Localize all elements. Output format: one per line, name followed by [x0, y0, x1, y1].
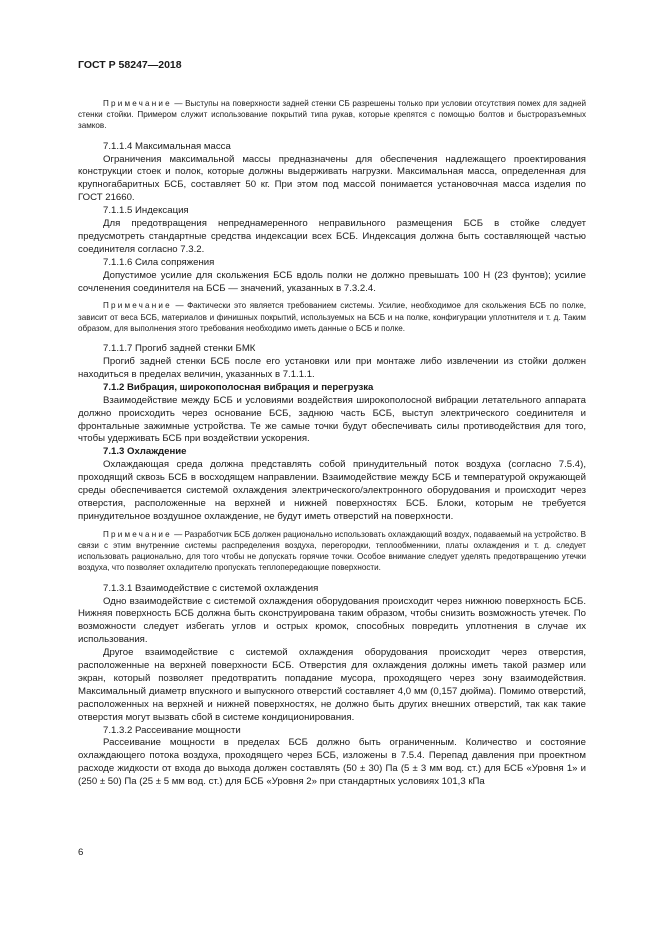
paragraph: Одно взаимодействие с системой охлаждения оборудования происходит через нижнюю поверхность БСБ. Нижняя поверхность БСБ должна быть сконструирована таким образом, чтобы снизить возможность утечек. По возможности следует избегать углов и острых кромок, способных повредить уплотнения в случае их использования.	[78, 595, 586, 646]
section-heading: 7.1.3.2 Рассеивание мощности	[103, 724, 241, 736]
section-heading: 7.1.1.5 Индексация	[103, 205, 189, 217]
section-heading: 7.1.1.6 Сила сопряжения	[103, 256, 215, 268]
note	[78, 98, 586, 132]
paragraph: Охлаждающая среда должна представлять собой принудительный поток воздуха (согласно 7.5.4), проходящий сквозь БСБ в восходящем направлении. Взаимодействие между БСБ и температурой окружающей среды обеспечивается системой охлаждения электрического/электронного оборудования и происходит через отверстия, расположенные на верхней и нижней поверхностях БСБ. Блоки, которым не требуется принудительное воздушное охлаждение, не будут иметь отверстий на поверхности.	[78, 459, 586, 522]
paragraph: Взаимодействие между БСБ и условиями воздействия широкополосной вибрации летательного аппарата должно происходить через основание БСБ, заднюю часть БСБ, выступ электрического соединителя и фронтальные зажимные устройства. Те же самые точки будут обеспечивать силы противодействия для того, чтобы удерживать БСБ при воздействии ускорения.	[78, 394, 586, 445]
paragraph: Прогиб задней стенки БСБ после его установки или при монтаже либо извлечении из стойки должен находиться в пределах величин, указанных в 7.1.1.1.	[78, 356, 586, 380]
note-label: Примечание	[103, 99, 172, 108]
note	[78, 529, 586, 574]
section-heading-bold: 7.1.2 Вибрация, широкополосная вибрация и перегрузка	[103, 381, 374, 393]
paragraph: Ограничения максимальной массы предназначены для обеспечения надлежащего проектирования конструкции стоек и полок, которые должны выдерживать нагрузки. Максимальная масса, определенная для крупногабаритных БСБ, составляет 50 кг. При этом под массой понимается установочная масса изделия по ГОСТ 21660.	[78, 153, 586, 204]
note	[78, 300, 586, 334]
section-heading: 7.1.3.1 Взаимодействие с системой охлаждения	[103, 582, 319, 594]
paragraph: Рассеивание мощности в пределах БСБ должно быть ограниченным. Количество и состояние охлаждающего потока воздуха, проходящего через БСБ, изложены в 7.5.4. Перепад давления при проектном расходе жидкости от входа до выхода должен составлять (50 ± 30) Па (5 ± 3 мм вод. ст.) для БСБ «Уровня 1» и (250 ± 50) Па (25 ± 5 мм вод. ст.) для БСБ «Уровня 2» при стандартных условиях 101,3 кПа	[78, 737, 586, 788]
note-text: — Фактически это является требованием системы. Усилие, необходимое для скольжения БСБ по полке, зависит от веса БСБ, материалов и финишных покрытий, используемых на БСБ и на полке, конфигурации уплотнителя и т. д. Таким образом, для выполнения этого требования необходимо иметь данные о БСБ и полке.	[78, 301, 586, 333]
document-header: ГОСТ Р 58247—2018	[78, 59, 182, 71]
paragraph: Для предотвращения непреднамеренного неправильного размещения БСБ в стойке следует предусмотреть стандартные средства индексации всех БСБ. Индексация должна быть составляющей частью соединителя согласно 7.3.2.	[78, 218, 586, 255]
paragraph: Другое взаимодействие с системой охлаждения оборудования происходит через отверстия, расположенные на верхней поверхности БСБ. Отверстия для охлаждения должны иметь такой размер или экран, который позволяет предотвратить попадание мусора, проходящего через зону взаимодействия. Максимальный диаметр впускного и выпускного отверстий составляет 4,0 мм (0,157 дюйма). Помимо отверстий, расположенных на верхней и нижней поверхностях, не должно быть других внешних отверстий, так как такие отверстия могут вызвать сбой в системе кондиционирования.	[78, 647, 586, 723]
note-label: Примечание	[103, 529, 172, 539]
page-number: 6	[78, 847, 84, 858]
document-body	[78, 93, 586, 789]
paragraph: Допустимое усилие для скольжения БСБ вдоль полки не должно превышать 100 Н (23 фунтов); усилие сочленения соединителя на БСБ — значений, указанных в 7.3.2.4.	[78, 269, 586, 294]
section-heading: 7.1.1.4 Максимальная масса	[103, 140, 231, 152]
note-text: — Разработчик БСБ должен рационально использовать охлаждающий воздух, подаваемый на устройство. В связи с этим внутренние системы распределения воздуха, перегородки, теплообменники, платы охлаждения и т. д. следует использовать рационально, для того чтобы не допускать горячие точки. Особое внимание следует уделять предотвращению утечки воздуха, что позволяет охладителю пропускать теплопередающие поверхности.	[78, 529, 586, 573]
section-heading: 7.1.1.7 Прогиб задней стенки БМК	[103, 343, 256, 355]
note-label: Примечание	[103, 301, 172, 311]
note-text: — Выступы на поверхности задней стенки СБ разрешены только при условии отсутствия помех для задней стенки стойки. Примером служит использование покрытий типа рукав, которые крепятся с помощью болтов и быстроразъемных замков.	[78, 99, 586, 131]
section-heading-bold: 7.1.3 Охлаждение	[103, 446, 187, 458]
